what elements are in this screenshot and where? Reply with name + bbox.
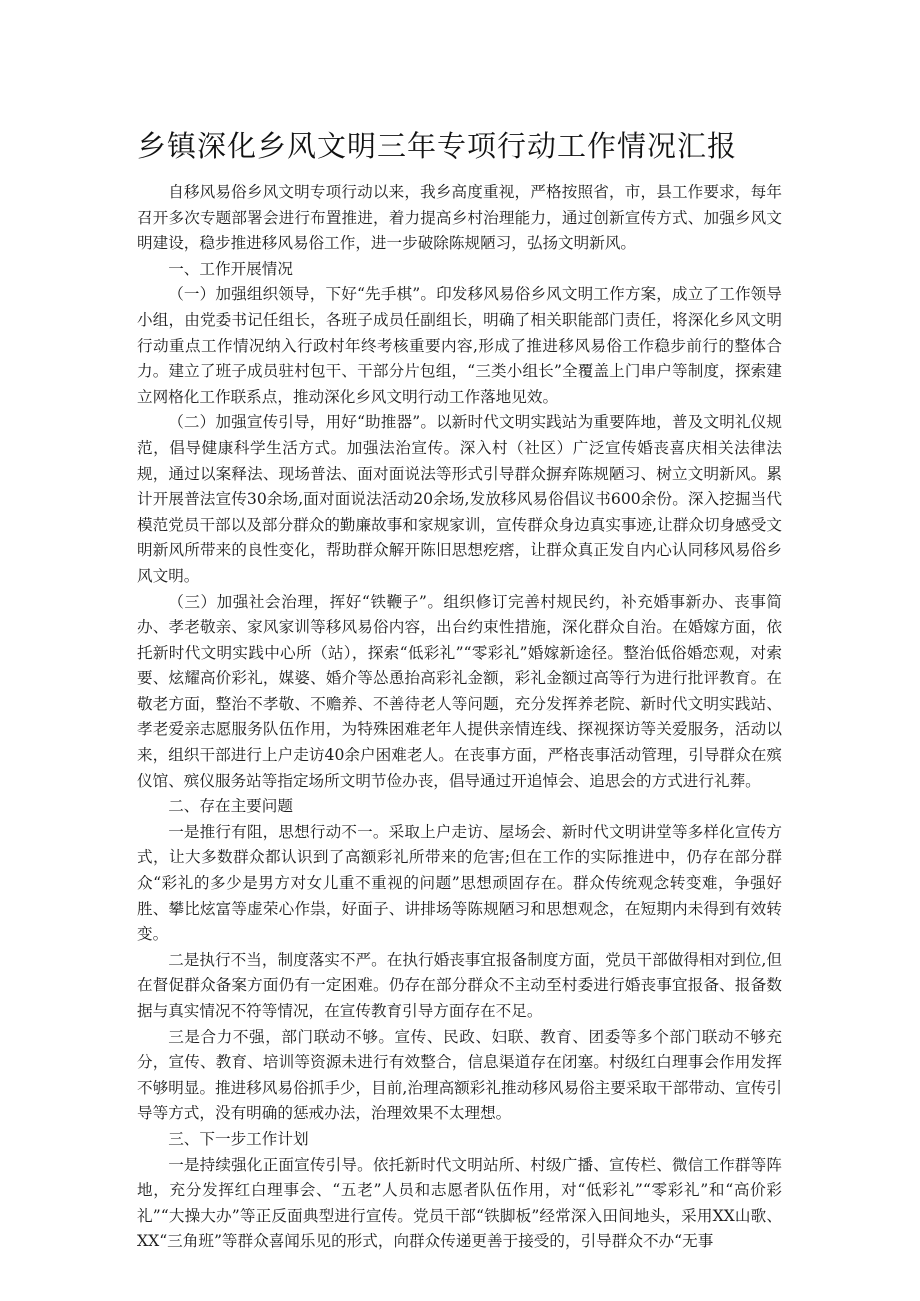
section-heading-work-progress: 一、工作开展情况 bbox=[168, 259, 293, 278]
intro-paragraph: 自移风易俗乡风文明专项行动以来，我乡高度重视，严格按照省，市，县工作要求，每年召开多次专题部署会进行布置推进，着力提高乡村治理能力，通过创新宣传方式、加强乡风文明建设，稳步推进移风易俗工作，进一步破除陈规陋习，弘扬文明新风。 bbox=[137, 183, 782, 253]
paragraph-problem-2: 二是执行不当，制度落实不严。在执行婚丧事宜报备制度方面，党员干部做得相对到位,但在督促群众备案方面仍有一定困难。仍存在部分群众不主动至村委进行婚丧事宜报备、报备数据与真实情况不符等情况，在宣传教育引导方面存在不足。 bbox=[137, 950, 782, 1020]
document-body bbox=[137, 180, 782, 1255]
section-heading-main-problems: 二、存在主要问题 bbox=[168, 797, 293, 816]
paragraph-plan-1: 一是持续强化正面宣传引导。依托新时代文明站所、村级广播、宣传栏、微信工作群等阵地，充分发挥红白理事会、“五老”人员和志愿者队伍作用，对“低彩礼”“零彩礼”和“高价彩礼”“大操大办”等正反面典型进行宣传。党员干部“铁脚板”经常深入田间地头，采用XX山歌、XX“三角班”等群众喜闻乐见的形式，向群众传递更善于接受的，引导群众不办“无事 bbox=[137, 1155, 782, 1251]
document-title: 乡镇深化乡风文明三年专项行动工作情况汇报 bbox=[137, 129, 738, 163]
paragraph-problem-1: 一是推行有阻，思想行动不一。采取上户走访、屋场会、新时代文明讲堂等多样化宣传方式，让大多数群众都认识到了高额彩礼所带来的危害;但在工作的实际推进中，仍存在部分群众“彩礼的多少是男方对女儿重不重视的问题”思想顽固存在。群众传统观念转变难，争强好胜、攀比炫富等虚荣心作祟，好面子、讲排场等陈规陋习和思想观念，在短期内未得到有效转变。 bbox=[137, 822, 782, 944]
paragraph-social-governance: （三）加强社会治理，挥好“铁鞭子”。组织修订完善村规民约，补充婚事新办、丧事简办、孝老敬亲、家风家训等移风易俗内容，出台约束性措施，深化群众自治。在婚嫁方面，依托新时代文明实践中心所（站），探索“低彩礼”“零彩礼”婚嫁新途径。整治低俗婚恋观，对索要、炫耀高价彩礼，媒婆、婚介等怂恿抬高彩礼金额，彩礼金额过高等行为进行批评教育。在敬老方面，整治不孝敬、不赡养、不善待老人等问题，充分发挥养老院、新时代文明实践站、孝老爱亲志愿服务队伍作用，为特殊困难老年人提供亲情连线、探视探访等关爱服务，活动以来，组织干部进行上户走访40余户困难老人。在丧事方面，严格丧事活动管理，引导群众在殡仪馆、殡仪服务站等指定场所文明节俭办丧，倡导通过开追悼会、追思会的方式进行礼葬。 bbox=[137, 592, 782, 790]
section-heading-next-plan: 三、下一步工作计划 bbox=[168, 1129, 309, 1148]
paragraph-problem-3: 三是合力不强，部门联动不够。宣传、民政、妇联、教育、团委等多个部门联动不够充分，宣传、教育、培训等资源未进行有效整合，信息渠道存在闭塞。村级红白理事会作用发挥不够明显。推进移风易俗抓手少，目前,治理高额彩礼推动移风易俗主要采取干部带动、宣传引导等方式，没有明确的惩戒办法，治理效果不太理想。 bbox=[137, 1027, 782, 1123]
paragraph-organization-leadership: （一）加强组织领导，下好“先手棋”。印发移风易俗乡风文明工作方案，成立了工作领导小组，由党委书记任组长，各班子成员任副组长，明确了相关职能部门责任，将深化乡风文明行动重点工作情况纳入行政村年终考核重要内容,形成了推进移风易俗工作稳步前行的整体合力。建立了班子成员驻村包干、干部分片包组，“三类小组长”全覆盖上门串户等制度，探索建立网格化工作联系点，推动深化乡风文明行动工作落地见效。 bbox=[137, 285, 782, 406]
paragraph-publicity-guidance: （二）加强宣传引导，用好“助推器”。以新时代文明实践站为重要阵地，普及文明礼仪规范，倡导健康科学生活方式。加强法治宣传。深入村（社区）广泛宣传婚丧喜庆相关法律法规，通过以案释法、现场普法、面对面说法等形式引导群众摒弃陈规陋习、树立文明新风。累计开展普法宣传30余场,面对面说法活动20余场,发放移风易俗倡议书600余份。深入挖掘当代模范党员干部以及部分群众的勤廉故事和家规家训，宣传群众身边真实事迹,让群众切身感受文明新风所带来的良性变化，帮助群众解开陈旧思想疙瘩，让群众真正发自内心认同移风易俗乡风文明。 bbox=[137, 413, 782, 585]
